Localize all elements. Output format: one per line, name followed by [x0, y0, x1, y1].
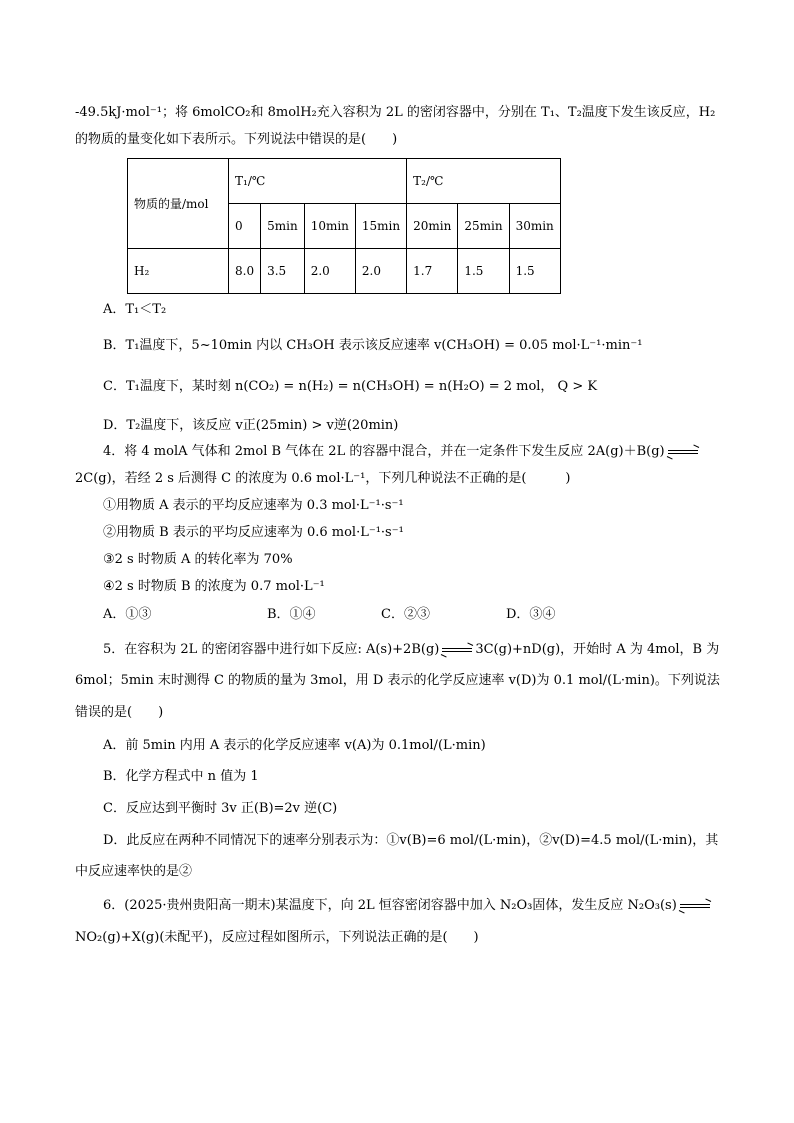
- q5-stem-text-b: 3C(g)+nD(g)，开始时 A 为 4mol，B 为: [475, 642, 720, 657]
- table-header-t2: T₂/℃: [407, 159, 561, 204]
- q4-stem-line2: 2C(g)，若经 2 s 后测得 C 的浓度为 0.6 mol·L⁻¹，下列几种说法不正确的是( ): [75, 471, 571, 486]
- q4-statement-3: ③2 s 时物质 A 的转化率为 70%: [103, 552, 293, 567]
- q3-option-b: B．T₁温度下，5~10min 内以 CH₃OH 表示该反应速率 v(CH₃OH) = 0.05 mol·L⁻¹·min⁻¹: [103, 338, 643, 353]
- q4-statement-2: ②用物质 B 表示的平均反应速率为 0.6 mol·L⁻¹·s⁻¹: [103, 525, 404, 540]
- table-time-cell: 20min: [407, 204, 458, 249]
- table-value-cell: 1.7: [407, 249, 458, 294]
- q5-stem-line2: 6mol；5min 末时测得 C 的物质的量为 3mol，用 D 表示的化学反应速率 v(D)为 0.1 mol/(L·min)。下列说法: [75, 673, 720, 688]
- table-time-cell: 15min: [355, 204, 406, 249]
- q6-stem-line1: [103, 897, 713, 915]
- q4-statement-1: ①用物质 A 表示的平均反应速率为 0.3 mol·L⁻¹·s⁻¹: [103, 498, 404, 513]
- q3-option-a: A．T₁＜T₂: [103, 302, 167, 317]
- table-time-cell: 0: [229, 204, 261, 249]
- q5-option-d-line2: 中反应速率快的是②: [75, 864, 193, 879]
- q3-option-d: D．T₂温度下，该反应 v正(25min) > v逆(20min): [103, 418, 399, 433]
- equilibrium-arrow-icon: [442, 647, 472, 653]
- q5-option-d-line1: D．此反应在两种不同情况下的速率分别表示为：①v(B)=6 mol/(L·min)，②v(D)=4.5 mol/(L·min)，其: [103, 833, 719, 848]
- table-time-cell: 25min: [458, 204, 509, 249]
- q5-stem-line3: 错误的是( ): [75, 705, 164, 720]
- q3-stem-line1: -49.5kJ·mol⁻¹；将 6molCO₂和 8molH₂充入容积为 2L 的密闭容器中，分别在 T₁、T₂温度下发生该反应，H₂: [75, 105, 716, 120]
- q4-option-d: D．③④: [506, 607, 556, 622]
- q4-stem-text: 4．将 4 molA 气体和 2mol B 气体在 2L 的容器中混合，并在一定条件下发生反应 2A(g)＋B(g): [103, 444, 665, 459]
- q4-option-a: A．①③: [103, 607, 152, 622]
- q4-statement-4: ④2 s 时物质 B 的浓度为 0.7 mol·L⁻¹: [103, 579, 325, 594]
- table-value-cell: 1.5: [509, 249, 560, 294]
- table-time-cell: 30min: [509, 204, 560, 249]
- q5-option-a: A．前 5min 内用 A 表示的化学反应速率 v(A)为 0.1mol/(L·min): [103, 738, 486, 753]
- table-time-cell: 10min: [304, 204, 355, 249]
- table-value-cell: 8.0: [229, 249, 261, 294]
- table-row-header: 物质的量/mol: [128, 159, 229, 249]
- table-time-cell: 5min: [261, 204, 305, 249]
- q4-stem-line1: [103, 443, 701, 461]
- q4-option-b: B．①④: [267, 607, 316, 622]
- table-value-cell: 1.5: [458, 249, 509, 294]
- q5-stem-line1: [103, 641, 719, 659]
- equilibrium-arrow-icon: [680, 903, 710, 909]
- equilibrium-arrow-icon: [668, 449, 698, 455]
- q5-stem-text-a: 5．在容积为 2L 的密闭容器中进行如下反应: A(s)+2B(g): [103, 642, 440, 657]
- table-value-cell: 3.5: [261, 249, 305, 294]
- table-header-t1: T₁/℃: [229, 159, 407, 204]
- q5-option-c: C．反应达到平衡时 3v 正(B)=2v 逆(C): [103, 801, 338, 816]
- q3-option-c: C．T₁温度下，某时刻 n(CO₂) = n(H₂) = n(CH₃OH) = n(H₂O) = 2 mol， Q > K: [103, 379, 598, 394]
- q4-option-c: C．②③: [381, 607, 430, 622]
- q3-stem-line2: 的物质的量变化如下表所示。下列说法中错误的是( ): [75, 132, 398, 147]
- q6-stem-text: 6．(2025·贵州贵阳高一期末)某温度下，向 2L 恒容密闭容器中加入 N₂O₃固体，发生反应 N₂O₃(s): [103, 898, 677, 913]
- table-value-cell: 2.0: [355, 249, 406, 294]
- table-value-cell: 2.0: [304, 249, 355, 294]
- table-species-cell: H₂: [128, 249, 229, 294]
- q6-stem-line2: NO₂(g)+X(g)(未配平)，反应过程如图所示，下列说法正确的是( ): [75, 930, 479, 945]
- q5-option-b: B．化学方程式中 n 值为 1: [103, 769, 259, 784]
- h2-amount-table: [127, 158, 561, 294]
